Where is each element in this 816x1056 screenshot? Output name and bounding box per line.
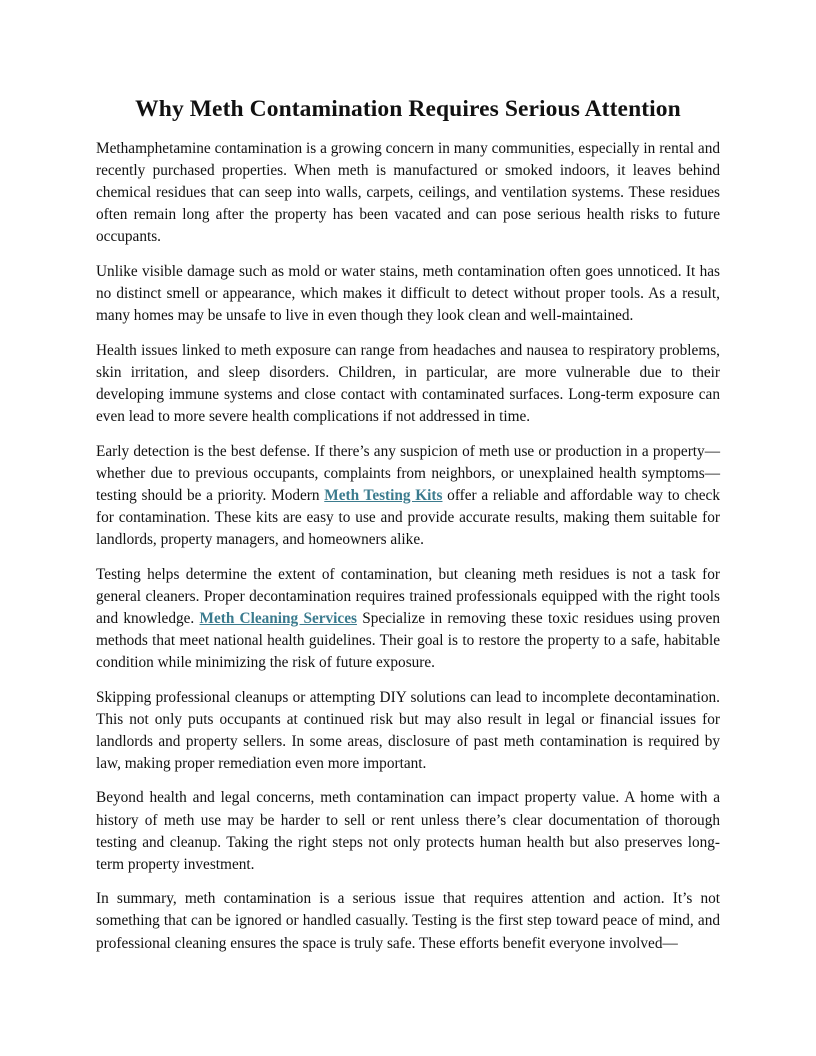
page-title: Why Meth Contamination Requires Serious Attention — [135, 96, 681, 122]
document-page — [96, 94, 720, 967]
paragraph-summary: In summary, meth contamination is a serious issue that requires attention and action. It’s not something that can be ignored or handled casually. Testing is the first step toward peace of mind, and professional cleaning ensures the space is truly safe. These efforts benefit everyone involved— — [96, 890, 720, 952]
paragraph-diy-risks: Skipping professional cleanups or attempting DIY solutions can lead to incomplete decontamination. This not only puts occupants at continued risk but may also result in legal or financial issues for landlords and property sellers. In some areas, disclosure of past meth contamination is required by law, making proper remediation even more important. — [96, 688, 720, 772]
paragraph-text: offer a reliable and affordable way to check for contamination. These kits are easy to use and provide accurate results, making them suitable for landlords, property managers, and homeowners alike. — [96, 486, 720, 548]
paragraph-early-detection — [96, 441, 720, 551]
paragraph-text: Specialize in removing these toxic residues using proven methods that meet national health guidelines. Their goal is to restore the property to a safe, habitable condition while minimizing the risk of future exposure. — [96, 609, 720, 671]
paragraph-property-value: Beyond health and legal concerns, meth contamination can impact property value. A home with a history of meth use may be harder to sell or rent unless there’s clear documentation of thorough testing and cleanup. Taking the right steps not only protects human health but also preserves long-term property investment. — [96, 789, 720, 873]
meth-cleaning-services-link[interactable]: Meth Cleaning Services — [199, 609, 357, 627]
paragraph-intro: Methamphetamine contamination is a growing concern in many communities, especially in rental and recently purchased properties. When meth is manufactured or smoked indoors, it leaves behind chemical residues that can seep into walls, carpets, ceilings, and ventilation systems. These residues often remain long after the property has been vacated and can pose serious health risks to future occupants. — [96, 140, 720, 246]
paragraph-text: Early detection is the best defense. If there’s any suspicion of meth use or production in a property—whether due to previous occupants, complaints from neighbors, or unexplained health symptoms—testing should be a priority. Modern — [96, 442, 720, 504]
paragraph-health-issues: Health issues linked to meth exposure can range from headaches and nausea to respiratory problems, skin irritation, and sleep disorders. Children, in particular, are more vulnerable due to their developing immune systems and close contact with contaminated surfaces. Long-term exposure can even lead to more severe health complications if not addressed in time. — [96, 341, 720, 426]
meth-testing-kits-link[interactable]: Meth Testing Kits — [324, 486, 443, 504]
paragraph-text: Testing helps determine the extent of contamination, but cleaning meth residues is not a task for general cleaners. Proper decontamination requires trained professionals equipped with the right tools and knowledge. — [96, 565, 720, 627]
paragraph-unnoticed: Unlike visible damage such as mold or water stains, meth contamination often goes unnoticed. It has no distinct smell or appearance, which makes it difficult to detect without proper tools. As a result, many homes may be unsafe to live in even though they look clean and well-maintained. — [96, 262, 720, 325]
paragraph-cleaning — [96, 564, 720, 674]
